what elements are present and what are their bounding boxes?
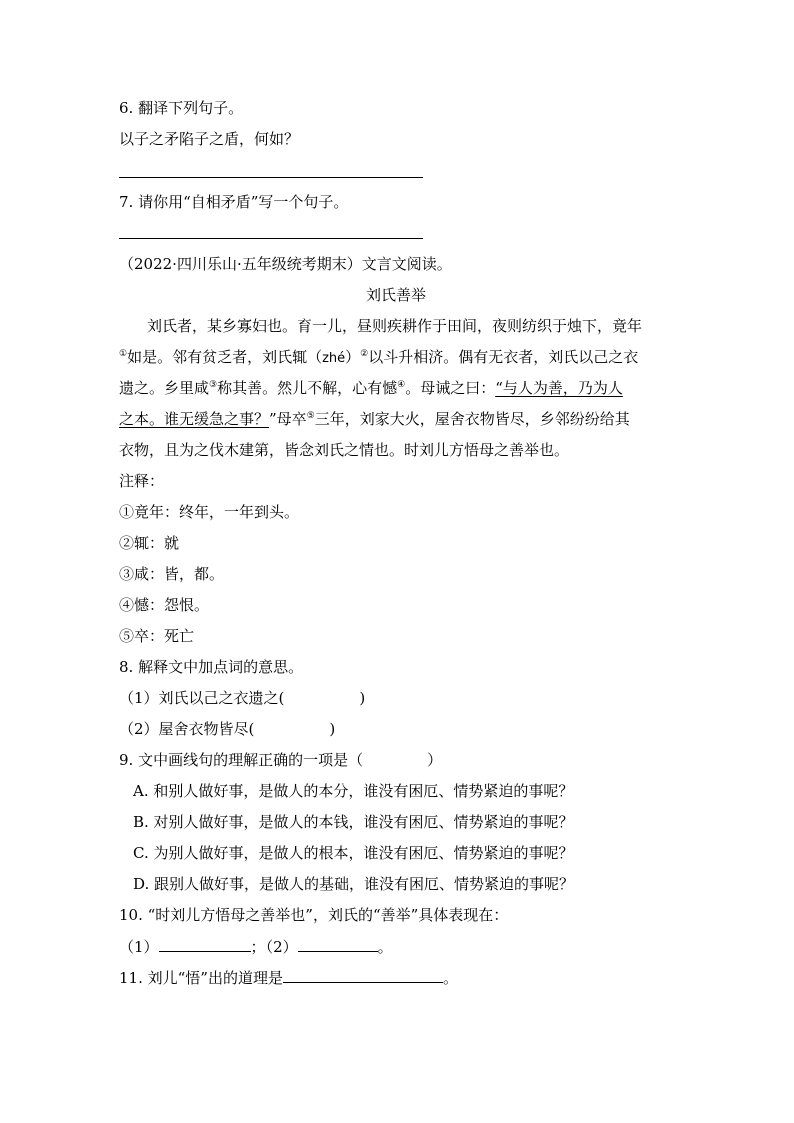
- passage-line-5: 衣物，且为之伐木建第，皆念刘氏之情也。时刘儿方悟母之善举也。: [119, 441, 570, 459]
- question-8-item-2-text: （2）屋舍衣物皆尽(: [119, 720, 255, 738]
- question-10-prompt: 10. “时刘儿方悟母之善举也”，刘氏的“善举”具体表现在：: [119, 906, 509, 924]
- question-6-prompt: 6. 翻译下列句子。: [119, 99, 244, 117]
- question-10-blank-1[interactable]: [159, 936, 251, 952]
- passage-line-4-a: ”母卒: [269, 410, 307, 428]
- passage-source: （2022·四川乐山·五年级统考期末）文言文阅读。: [119, 255, 452, 273]
- notes-heading: 注释：: [119, 472, 165, 490]
- passage-line-3-a: 遗之。乡里咸: [119, 379, 210, 397]
- question-8-item-1: [119, 688, 365, 708]
- pinyin-zhe: zhé: [322, 351, 346, 366]
- question-10-end: 。: [377, 938, 393, 956]
- note-item-1: ①竟年：终年，一年到头。: [119, 503, 300, 521]
- question-10-answers: [119, 936, 393, 957]
- passage-line-3: [119, 378, 623, 398]
- question-9-option-a[interactable]: A. 和别人做好事，是做人的本分，谁没有困厄、情势紧迫的事呢？: [133, 782, 574, 800]
- note-item-3: ③咸：皆，都。: [119, 565, 225, 583]
- question-9-option-b[interactable]: B. 对别人做好事，是做人的本钱，谁没有困厄、情势紧迫的事呢？: [133, 813, 574, 831]
- footnote-mark-3: ③: [209, 380, 218, 390]
- passage-line-2: [119, 347, 638, 369]
- question-9-prompt: [119, 750, 442, 770]
- note-item-5: ⑤卒：死亡: [119, 627, 195, 645]
- question-11-end: 。: [442, 969, 458, 987]
- note-item-2: ②辄：就: [119, 534, 180, 552]
- question-10-separator: ；: [250, 938, 266, 956]
- question-9-close: ）: [427, 751, 443, 769]
- passage-line-4-b: 三年，刘家大火，屋舍衣物皆尽，乡邻纷纷给其: [314, 410, 630, 428]
- question-9-prompt-text: 9. 文中画线句的理解正确的一项是（: [119, 751, 364, 769]
- question-10-label-2: （2）: [265, 938, 298, 956]
- question-6-answer-line: [119, 177, 423, 178]
- passage-line-3-b: 称其善。然儿不解，心有憾: [217, 379, 398, 397]
- passage-line-2-b: ）: [345, 348, 361, 366]
- passage-line-3-c: 。母诫之曰：: [405, 379, 496, 397]
- underlined-sentence-part-1: “与人为善，乃为人: [495, 379, 623, 397]
- passage-title: 刘氏善举: [366, 286, 427, 304]
- question-8-item-2: [119, 719, 335, 739]
- question-8-item-1-close: ): [359, 689, 366, 707]
- footnote-mark-1: ①: [119, 349, 128, 359]
- passage-line-2-a: 如是。邻有贫乏者，刘氏辄（: [127, 348, 323, 366]
- footnote-mark-2: ②: [360, 349, 369, 359]
- question-9-option-d[interactable]: D. 跟别人做好事，是做人的基础，谁没有困厄、情势紧迫的事呢？: [133, 875, 575, 893]
- question-11: [119, 967, 458, 988]
- question-9-option-c[interactable]: C. 为别人做好事，是做人的根本，谁没有困厄、情势紧迫的事呢？: [133, 844, 574, 862]
- passage-line-2-c: 以斗升相济。偶有无衣者，刘氏以己之衣: [368, 348, 639, 366]
- question-10-label-1: （1）: [119, 938, 159, 956]
- question-6-sentence: 以子之矛陷子之盾，何如？: [119, 130, 300, 148]
- question-11-prompt: 11. 刘儿“悟”出的道理是: [119, 969, 283, 987]
- passage-line-1: 刘氏者，某乡寡妇也。育一儿，昼则疾耕作于田间，夜则纺织于烛下，竟年: [147, 317, 643, 335]
- question-7-answer-line: [119, 238, 423, 239]
- question-10-blank-2[interactable]: [298, 936, 378, 952]
- question-8-item-2-close: ): [329, 720, 336, 738]
- passage-line-4: [119, 409, 630, 429]
- question-8-item-1-text: （1）刘氏以己之衣遗之(: [119, 689, 285, 707]
- footnote-mark-4: ④: [397, 380, 406, 390]
- note-item-4: ④憾：怨恨。: [119, 596, 210, 614]
- question-8-prompt: 8. 解释文中加点词的意思。: [119, 658, 304, 676]
- question-11-blank[interactable]: [283, 967, 443, 983]
- underlined-sentence-part-2: 之本。谁无缓急之事？: [119, 410, 270, 428]
- footnote-mark-5: ⑤: [306, 411, 315, 421]
- question-7-prompt: 7. 请你用“自相矛盾”写一个句子。: [119, 193, 349, 211]
